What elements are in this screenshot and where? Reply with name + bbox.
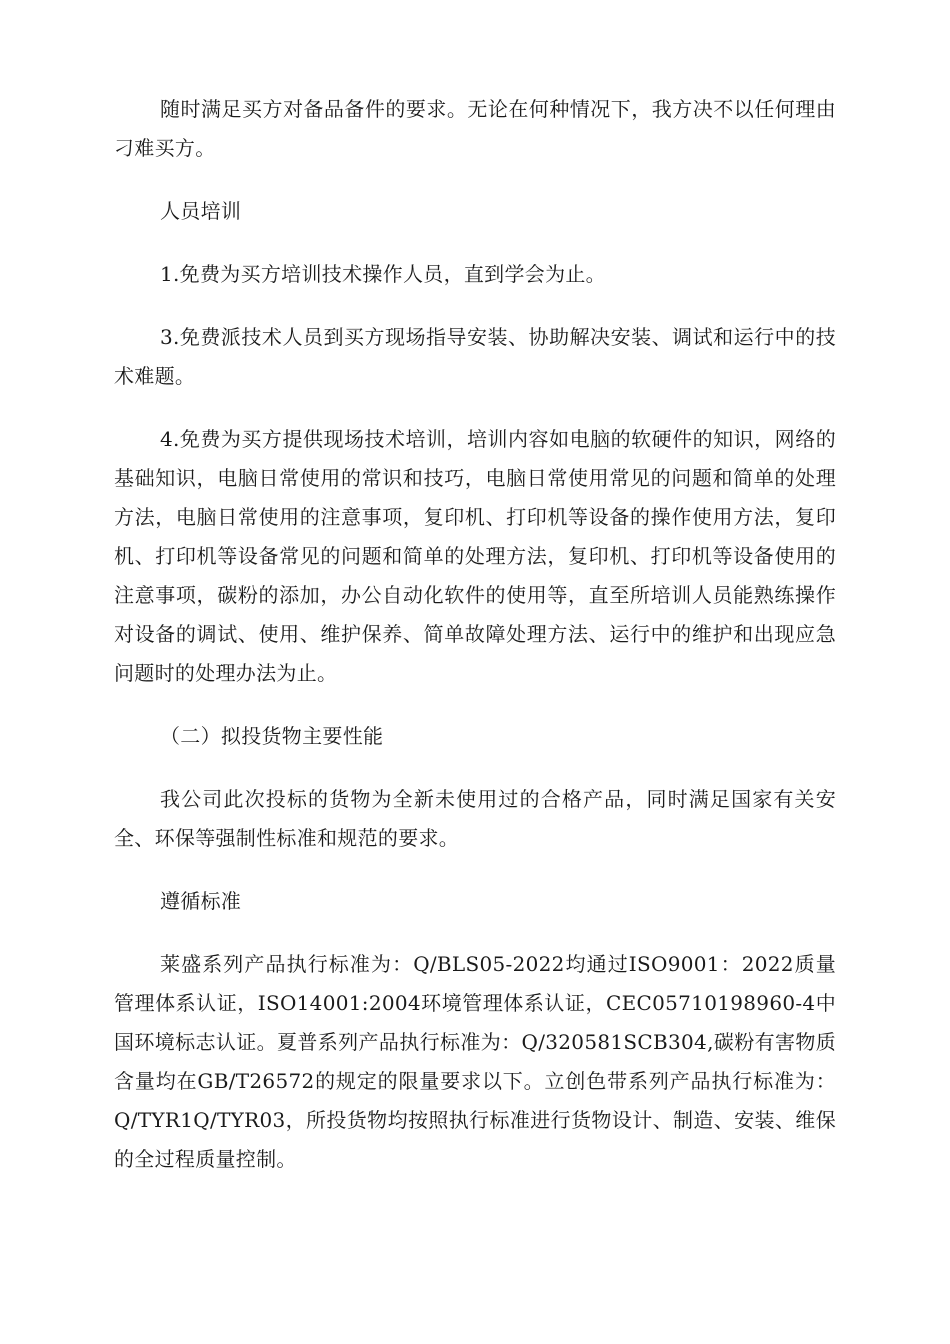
paragraph-spare-parts: 随时满足买方对备品备件的要求。无论在何种情况下，我方决不以任何理由刁难买方。 xyxy=(114,97,836,160)
paragraph-training-item-1: 1.免费为买方培训技术操作人员，直到学会为止。 xyxy=(160,262,606,286)
paragraph-training-item-3: 3.免费派技术人员到买方现场指导安装、协助解决安装、调试和运行中的技术难题。 xyxy=(114,325,836,388)
section-heading-training: 人员培训 xyxy=(160,199,242,223)
paragraph-product-quality: 我公司此次投标的货物为全新未使用过的合格产品，同时满足国家有关安全、环保等强制性标准和规范的要求。 xyxy=(114,787,836,850)
section-heading-standards: 遵循标准 xyxy=(160,889,242,913)
paragraph-standards-detail: 莱盛系列产品执行标准为：Q/BLS05-2022均通过ISO9001：2022质量管理体系认证，ISO14001:2004环境管理体系认证，CEC05710198960-4中国环境标志认证。夏普系列产品执行标准为：Q/320581SCB304,碳粉有害物质含量均在GB/T26572的规定的限量要求以下。立创色带系列产品执行标准为：Q/TYR1Q/TYR03，所投货物均按照执行标准进行货物设计、制造、安装、维保的全过程质量控制。 xyxy=(114,952,836,1171)
document-body xyxy=(114,90,836,1203)
section-heading-performance: （二）拟投货物主要性能 xyxy=(160,724,384,748)
paragraph-training-item-4: 4.免费为买方提供现场技术培训，培训内容如电脑的软硬件的知识，网络的基础知识，电脑日常使用的常识和技巧，电脑日常使用常见的问题和简单的处理方法，电脑日常使用的注意事项，复印机、打印机等设备的操作使用方法，复印机、打印机等设备常见的问题和简单的处理方法，复印机、打印机等设备使用的注意事项，碳粉的添加，办公自动化软件的使用等，直至所培训人员能熟练操作对设备的调试、使用、维护保养、简单故障处理方法、运行中的维护和出现应急问题时的处理办法为止。 xyxy=(114,427,836,685)
